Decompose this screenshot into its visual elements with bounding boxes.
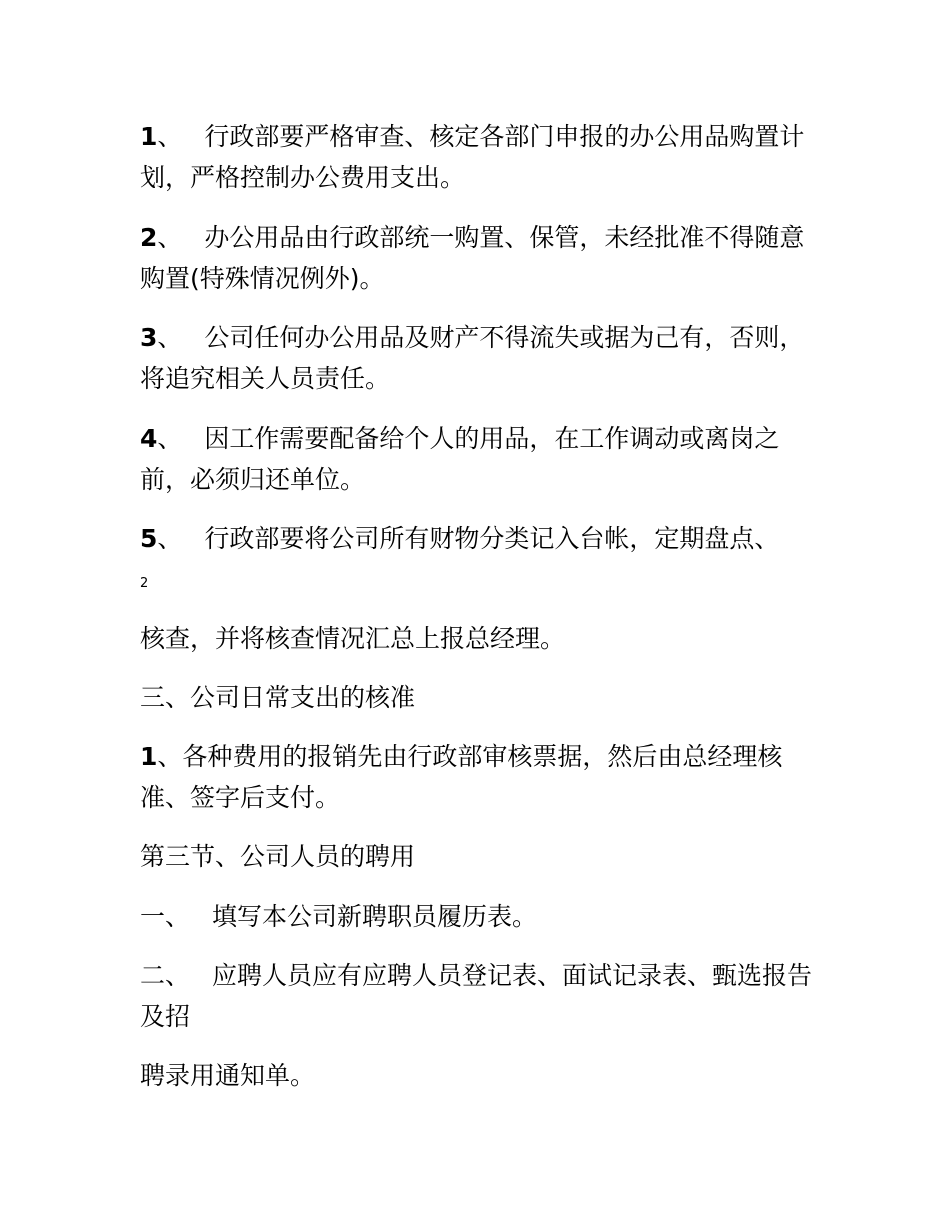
list-item-4 (140, 418, 820, 500)
list-item-1 (140, 116, 820, 198)
chapter-heading: 第三节、公司人员的聘用 (140, 842, 416, 871)
section-heading: 三、公司日常支出的核准 (140, 683, 416, 712)
item-text: 公司任何办公用品及财产不得流失或据为己有，否则，将追究相关人员责任。 (140, 323, 805, 393)
item-text: 填写本公司新聘职员履历表。 (212, 902, 538, 931)
item-number: 5 (140, 524, 158, 553)
item-text: 行政部要严格审查、核定各部门申报的办公用品购置计划，严格控制办公费用支出。 (140, 122, 805, 192)
continuation-text: 核查，并将核查情况汇总上报总经理。 (140, 624, 566, 653)
item-separator: 、 (157, 223, 183, 252)
item-separator: 、 (157, 122, 183, 151)
chapter-item-2 (140, 955, 820, 1037)
section-item-1 (140, 736, 820, 818)
item-number: 2 (140, 223, 158, 252)
page-number: 2 (140, 576, 149, 591)
item-text: 因工作需要配备给个人的用品，在工作调动或离岗之前，必须归还单位。 (140, 424, 780, 494)
item-text: 、各种费用的报销先由行政部审核票据，然后由总经理核准、签字后支付。 (140, 742, 783, 812)
item-number: 4 (140, 424, 158, 453)
list-item-3 (140, 317, 820, 399)
list-item-5 (140, 518, 820, 559)
chapter-item-2-continuation: 聘录用通知单。 (140, 1061, 316, 1090)
list-item-2 (140, 217, 820, 299)
item-number: 3 (140, 323, 158, 352)
chapter-item-1 (140, 896, 820, 937)
item-separator: 、 (157, 323, 183, 352)
item-separator: 、 (157, 524, 183, 553)
item-number: 1 (140, 742, 158, 771)
item-text: 办公用品由行政部统一购置、保管，未经批准不得随意购置(特殊情况例外)。 (140, 223, 805, 293)
item-label: 一、 (140, 902, 191, 931)
item-separator: 、 (157, 424, 183, 453)
item-text: 行政部要将公司所有财物分类记入台帐，定期盘点、 (204, 524, 780, 553)
item-text: 应聘人员应有应聘人员登记表、面试记录表、甄选报告及招 (140, 961, 813, 1031)
item-label: 二、 (140, 961, 191, 990)
item-number: 1 (140, 122, 158, 151)
